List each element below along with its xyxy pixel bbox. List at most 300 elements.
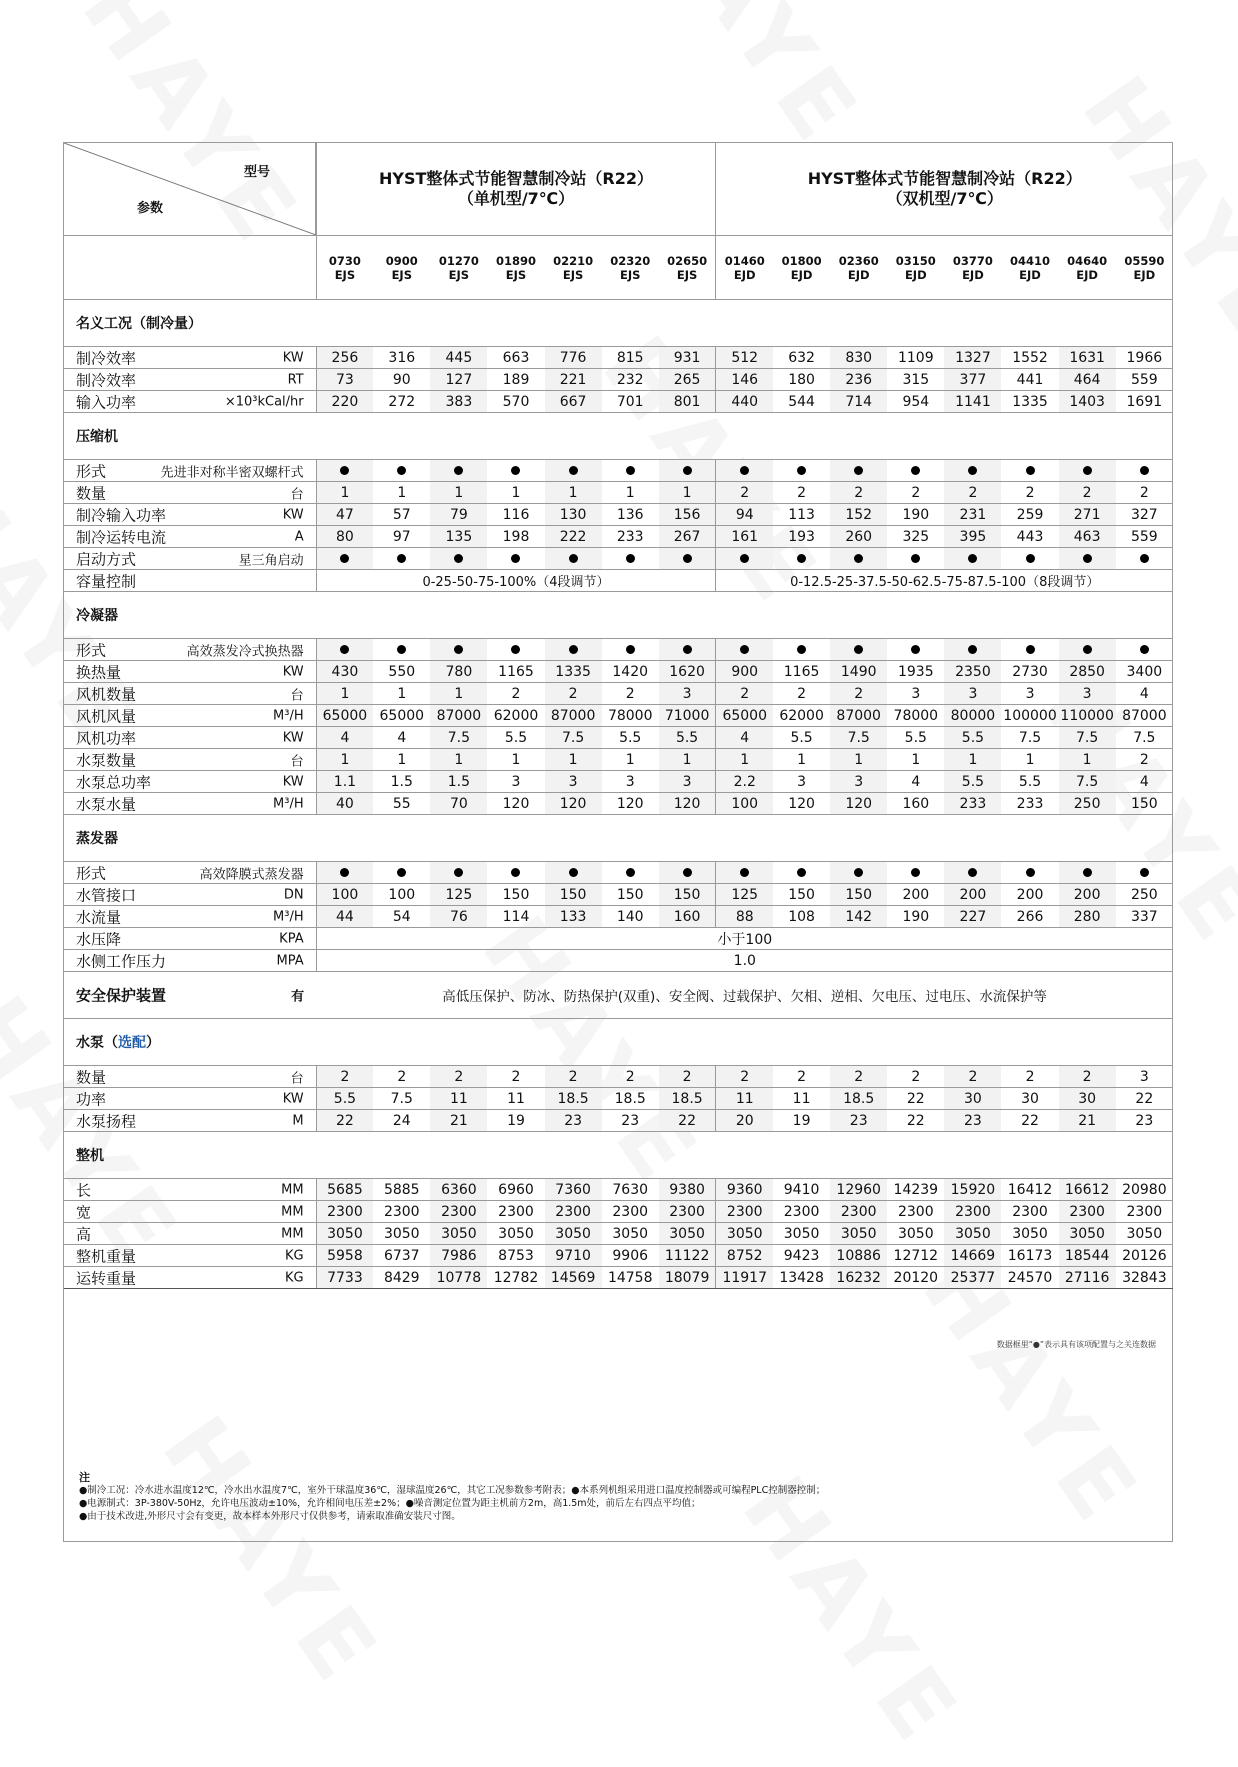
value-cell: 2 bbox=[1116, 482, 1173, 504]
row-name: 水泵水量 bbox=[76, 795, 137, 813]
value-cell: 3050 bbox=[887, 1223, 944, 1245]
value-cell: 12782 bbox=[487, 1267, 544, 1289]
model-label: 型号 bbox=[244, 165, 271, 180]
row-label bbox=[64, 950, 316, 972]
data-row bbox=[64, 570, 1173, 592]
value-cell bbox=[716, 460, 773, 482]
data-row bbox=[64, 1110, 1173, 1132]
spec-sheet bbox=[63, 142, 1173, 1542]
value-cell: 22 bbox=[887, 1110, 944, 1132]
value-cell: 108 bbox=[773, 906, 830, 928]
value-cell: 9410 bbox=[773, 1179, 830, 1201]
value-cell: 133 bbox=[545, 906, 602, 928]
value-cell: 180 bbox=[773, 369, 830, 391]
value-cell: 570 bbox=[487, 391, 544, 413]
value-cell: 16232 bbox=[830, 1267, 887, 1289]
value-cell: 1490 bbox=[830, 661, 887, 683]
data-row bbox=[64, 1201, 1173, 1223]
value-cell: 1 bbox=[944, 749, 1001, 771]
value-cell bbox=[316, 862, 373, 884]
value-cell: 22 bbox=[1116, 1088, 1173, 1110]
value-cell: 97 bbox=[373, 526, 430, 548]
row-unit: KG bbox=[285, 1270, 304, 1285]
value-cell: 30 bbox=[944, 1088, 1001, 1110]
value-cell: 2300 bbox=[545, 1201, 602, 1223]
row-name: 形式 bbox=[76, 641, 107, 659]
bullet-dot-icon bbox=[740, 868, 749, 877]
value-cell: 20126 bbox=[1116, 1245, 1173, 1267]
bullet-dot-icon bbox=[854, 554, 863, 563]
row-unit: KW bbox=[282, 507, 304, 522]
value-cell: 88 bbox=[716, 906, 773, 928]
value-cell: 2300 bbox=[1001, 1201, 1058, 1223]
row-name: 制冷运转电流 bbox=[76, 528, 167, 546]
value-cell bbox=[887, 639, 944, 661]
bullet-dot-icon bbox=[683, 868, 692, 877]
value-cell: 7.5 bbox=[1059, 727, 1116, 749]
value-cell: 2 bbox=[773, 482, 830, 504]
value-cell: 22 bbox=[887, 1088, 944, 1110]
value-cell: 2850 bbox=[1059, 661, 1116, 683]
legend-note: 数据框里“●”表示具有该项配置与之关连数据 bbox=[996, 1340, 1156, 1349]
value-cell: 220 bbox=[316, 391, 373, 413]
data-row bbox=[64, 1088, 1173, 1110]
value-cell: 1165 bbox=[773, 661, 830, 683]
data-row bbox=[64, 369, 1173, 391]
row-label bbox=[64, 548, 316, 570]
value-cell: 7733 bbox=[316, 1267, 373, 1289]
value-cell bbox=[716, 639, 773, 661]
value-cell: 18544 bbox=[1059, 1245, 1116, 1267]
value-cell: 441 bbox=[1001, 369, 1058, 391]
value-cell: 512 bbox=[716, 347, 773, 369]
value-cell: 114 bbox=[487, 906, 544, 928]
value-cell: 830 bbox=[830, 347, 887, 369]
value-cell: 150 bbox=[602, 884, 659, 906]
value-cell: 1 bbox=[430, 749, 487, 771]
bullet-dot-icon bbox=[854, 645, 863, 654]
model-suffix: EJD bbox=[962, 267, 984, 282]
span-value-single: 0-25-50-75-100%（4段调节） bbox=[316, 570, 716, 592]
data-row bbox=[64, 1267, 1173, 1289]
value-cell bbox=[545, 548, 602, 570]
value-cell: 14239 bbox=[887, 1179, 944, 1201]
row-label bbox=[64, 683, 316, 705]
value-cell: 3 bbox=[887, 683, 944, 705]
value-cell: 3 bbox=[602, 771, 659, 793]
value-cell bbox=[373, 639, 430, 661]
value-cell: 954 bbox=[887, 391, 944, 413]
value-cell: 120 bbox=[487, 793, 544, 815]
value-cell: 150 bbox=[773, 884, 830, 906]
value-cell: 5.5 bbox=[944, 771, 1001, 793]
value-cell: 3050 bbox=[545, 1223, 602, 1245]
row-label bbox=[64, 1110, 316, 1132]
value-cell: 1 bbox=[373, 482, 430, 504]
model-suffix: EJS bbox=[676, 267, 698, 282]
value-cell: 3050 bbox=[659, 1223, 716, 1245]
row-unit: KW bbox=[282, 350, 304, 365]
note-line: ●电源制式：3P-380V-50Hz，允许电压波动±10%，允许相间电压差±2%；●噪音测定位置为距主机前方2m，高1.5m处，前后左右四点平均值； bbox=[79, 1498, 701, 1509]
model-cell bbox=[716, 236, 773, 300]
model-suffix: EJS bbox=[505, 267, 527, 282]
bullet-dot-icon bbox=[911, 554, 920, 563]
value-cell: 200 bbox=[1001, 884, 1058, 906]
value-cell: 440 bbox=[716, 391, 773, 413]
value-cell: 6360 bbox=[430, 1179, 487, 1201]
value-cell: 815 bbox=[602, 347, 659, 369]
param-label: 参数 bbox=[137, 201, 164, 216]
value-cell: 714 bbox=[830, 391, 887, 413]
model-suffix: EJS bbox=[620, 267, 641, 282]
model-code: 04410 bbox=[1010, 253, 1051, 268]
row-unit: RT bbox=[287, 372, 304, 387]
value-cell: 2 bbox=[830, 683, 887, 705]
model-cell bbox=[545, 236, 602, 300]
bullet-dot-icon bbox=[1083, 466, 1092, 475]
value-cell bbox=[1001, 639, 1058, 661]
model-suffix: EJD bbox=[733, 267, 756, 282]
bullet-dot-icon bbox=[1026, 466, 1035, 475]
row-name: 功率 bbox=[76, 1090, 107, 1108]
value-cell bbox=[487, 639, 544, 661]
bullet-dot-icon bbox=[340, 466, 349, 475]
row-name: 长 bbox=[76, 1181, 92, 1199]
data-row bbox=[64, 683, 1173, 705]
data-row bbox=[64, 661, 1173, 683]
bullet-dot-icon bbox=[797, 554, 806, 563]
value-cell: 266 bbox=[1001, 906, 1058, 928]
value-cell: 20120 bbox=[887, 1267, 944, 1289]
value-cell bbox=[1059, 639, 1116, 661]
value-cell: 3400 bbox=[1116, 661, 1173, 683]
value-cell: 1 bbox=[659, 482, 716, 504]
bullet-dot-icon bbox=[740, 645, 749, 654]
value-cell: 62000 bbox=[773, 705, 830, 727]
model-cell bbox=[887, 236, 944, 300]
value-cell: 3 bbox=[487, 771, 544, 793]
value-cell: 11 bbox=[430, 1088, 487, 1110]
value-cell: 100000 bbox=[1001, 705, 1058, 727]
value-cell: 160 bbox=[659, 906, 716, 928]
bullet-dot-icon bbox=[1026, 868, 1035, 877]
value-cell: 24 bbox=[373, 1110, 430, 1132]
data-row bbox=[64, 548, 1173, 570]
value-cell: 544 bbox=[773, 391, 830, 413]
bullet-dot-icon bbox=[740, 466, 749, 475]
data-row bbox=[64, 771, 1173, 793]
value-cell: 150 bbox=[487, 884, 544, 906]
row-unit: KW bbox=[282, 730, 304, 745]
model-suffix: EJD bbox=[904, 267, 927, 282]
row-unit: 台 bbox=[290, 1071, 304, 1086]
value-cell: 116 bbox=[487, 504, 544, 526]
model-cell bbox=[430, 236, 487, 300]
value-cell: 2 bbox=[830, 482, 887, 504]
value-cell bbox=[1001, 862, 1058, 884]
value-cell: 3 bbox=[545, 771, 602, 793]
section-title-text: 水泵（ bbox=[76, 1035, 118, 1051]
value-cell: 5685 bbox=[316, 1179, 373, 1201]
value-cell bbox=[1001, 548, 1058, 570]
value-cell: 9423 bbox=[773, 1245, 830, 1267]
row-unit: M³/H bbox=[273, 708, 304, 723]
value-cell: 30 bbox=[1001, 1088, 1058, 1110]
row-label bbox=[64, 661, 316, 683]
value-cell bbox=[1116, 460, 1173, 482]
value-cell: 2300 bbox=[887, 1201, 944, 1223]
value-cell: 2300 bbox=[773, 1201, 830, 1223]
value-cell bbox=[602, 460, 659, 482]
value-cell: 125 bbox=[716, 884, 773, 906]
value-cell: 100 bbox=[716, 793, 773, 815]
value-cell bbox=[830, 862, 887, 884]
row-name: 高 bbox=[76, 1225, 92, 1243]
value-cell: 236 bbox=[830, 369, 887, 391]
value-cell: 5885 bbox=[373, 1179, 430, 1201]
bullet-dot-icon bbox=[968, 466, 977, 475]
row-label bbox=[64, 705, 316, 727]
row-name: 制冷输入功率 bbox=[76, 506, 167, 524]
row-unit: KG bbox=[285, 1248, 304, 1263]
value-cell: 21 bbox=[430, 1110, 487, 1132]
model-suffix: EJS bbox=[391, 267, 412, 282]
value-cell: 200 bbox=[887, 884, 944, 906]
value-cell: 23 bbox=[602, 1110, 659, 1132]
value-cell: 2 bbox=[1001, 482, 1058, 504]
row-label bbox=[64, 1267, 316, 1289]
bullet-dot-icon bbox=[511, 645, 520, 654]
value-cell: 2 bbox=[944, 482, 1001, 504]
safety-label-cell bbox=[64, 972, 316, 1019]
value-cell: 15920 bbox=[944, 1179, 1001, 1201]
value-cell bbox=[659, 862, 716, 884]
value-cell: 18.5 bbox=[830, 1088, 887, 1110]
value-cell bbox=[773, 862, 830, 884]
value-cell: 222 bbox=[545, 526, 602, 548]
value-cell: 2 bbox=[773, 683, 830, 705]
value-cell: 87000 bbox=[1116, 705, 1173, 727]
model-cell bbox=[659, 236, 716, 300]
value-cell: 7.5 bbox=[545, 727, 602, 749]
model-cell bbox=[316, 236, 373, 300]
value-cell: 2300 bbox=[316, 1201, 373, 1223]
value-cell: 4 bbox=[887, 771, 944, 793]
bullet-dot-icon bbox=[626, 868, 635, 877]
data-row bbox=[64, 793, 1173, 815]
value-cell: 272 bbox=[373, 391, 430, 413]
row-unit: 台 bbox=[290, 754, 304, 769]
value-cell: 65000 bbox=[716, 705, 773, 727]
bullet-dot-icon bbox=[397, 554, 406, 563]
bullet-dot-icon bbox=[1140, 466, 1149, 475]
row-unit: 高效蒸发冷式换热器 bbox=[186, 644, 304, 659]
row-name: 水泵扬程 bbox=[76, 1112, 137, 1130]
row-name: 数量 bbox=[76, 484, 107, 502]
value-cell bbox=[944, 862, 1001, 884]
value-cell: 156 bbox=[659, 504, 716, 526]
value-cell bbox=[659, 639, 716, 661]
data-row bbox=[64, 862, 1173, 884]
value-cell bbox=[430, 639, 487, 661]
bullet-dot-icon bbox=[1083, 868, 1092, 877]
row-label bbox=[64, 639, 316, 661]
value-cell: 14669 bbox=[944, 1245, 1001, 1267]
section-title-end: ） bbox=[146, 1035, 160, 1051]
model-code: 01890 bbox=[495, 253, 536, 268]
value-cell: 44 bbox=[316, 906, 373, 928]
section-title bbox=[64, 300, 1173, 347]
value-cell bbox=[887, 548, 944, 570]
notes-title: 注 bbox=[79, 1471, 90, 1484]
value-cell: 5958 bbox=[316, 1245, 373, 1267]
value-cell: 7.5 bbox=[373, 1088, 430, 1110]
value-cell: 27116 bbox=[1059, 1267, 1116, 1289]
row-name: 水压降 bbox=[76, 930, 122, 948]
section-title bbox=[64, 1132, 1173, 1179]
value-cell: 11 bbox=[487, 1088, 544, 1110]
value-cell: 2 bbox=[487, 1066, 544, 1088]
bullet-dot-icon bbox=[911, 868, 920, 877]
param-header-cell bbox=[64, 143, 316, 236]
data-row bbox=[64, 705, 1173, 727]
value-cell bbox=[773, 460, 830, 482]
value-cell: 120 bbox=[602, 793, 659, 815]
row-unit: MM bbox=[281, 1226, 304, 1241]
value-cell: 22 bbox=[659, 1110, 716, 1132]
value-cell: 10778 bbox=[430, 1267, 487, 1289]
value-cell bbox=[316, 639, 373, 661]
value-cell: 4 bbox=[373, 727, 430, 749]
value-cell: 7.5 bbox=[1059, 771, 1116, 793]
row-unit: 高效降膜式蒸发器 bbox=[199, 867, 304, 882]
value-cell: 120 bbox=[830, 793, 887, 815]
value-cell: 1 bbox=[830, 749, 887, 771]
value-cell bbox=[430, 548, 487, 570]
single-title: HYST整体式节能智慧制冷站（R22） bbox=[379, 169, 654, 188]
diagonal-line bbox=[64, 143, 316, 235]
row-name: 风机数量 bbox=[76, 685, 137, 703]
row-unit: A bbox=[294, 529, 304, 544]
row-unit: KW bbox=[282, 1091, 304, 1106]
value-cell bbox=[944, 460, 1001, 482]
row-label bbox=[64, 727, 316, 749]
value-cell: 701 bbox=[602, 391, 659, 413]
value-cell bbox=[887, 460, 944, 482]
value-cell: 78000 bbox=[602, 705, 659, 727]
model-suffix: EJD bbox=[1133, 267, 1156, 282]
value-cell: 3050 bbox=[944, 1223, 1001, 1245]
section-title-text: 蒸发器 bbox=[76, 831, 118, 847]
value-cell bbox=[659, 460, 716, 482]
value-cell: 18.5 bbox=[659, 1088, 716, 1110]
row-name: 风机风量 bbox=[76, 707, 137, 725]
value-cell: 142 bbox=[830, 906, 887, 928]
value-cell: 2300 bbox=[944, 1201, 1001, 1223]
bullet-dot-icon bbox=[1140, 554, 1149, 563]
value-cell: 1 bbox=[773, 749, 830, 771]
value-cell: 100 bbox=[373, 884, 430, 906]
value-cell bbox=[487, 548, 544, 570]
model-suffix: EJS bbox=[562, 267, 584, 282]
value-cell: 4 bbox=[716, 727, 773, 749]
row-unit: MM bbox=[281, 1204, 304, 1219]
value-cell: 2.2 bbox=[716, 771, 773, 793]
value-cell bbox=[1059, 460, 1116, 482]
value-cell bbox=[602, 639, 659, 661]
value-cell: 125 bbox=[430, 884, 487, 906]
value-cell: 1 bbox=[1001, 749, 1058, 771]
row-label bbox=[64, 793, 316, 815]
value-cell: 315 bbox=[887, 369, 944, 391]
row-name: 水泵总功率 bbox=[76, 773, 152, 791]
value-cell: 7.5 bbox=[1001, 727, 1058, 749]
value-cell: 233 bbox=[944, 793, 1001, 815]
value-cell: 54 bbox=[373, 906, 430, 928]
data-row bbox=[64, 639, 1173, 661]
bullet-dot-icon bbox=[626, 466, 635, 475]
row-label bbox=[64, 347, 316, 369]
section-title-text: 压缩机 bbox=[76, 429, 118, 445]
model-cell bbox=[944, 236, 1001, 300]
value-cell: 931 bbox=[659, 347, 716, 369]
bullet-dot-icon bbox=[569, 554, 578, 563]
bullet-dot-icon bbox=[797, 645, 806, 654]
value-cell: 19 bbox=[487, 1110, 544, 1132]
data-row bbox=[64, 460, 1173, 482]
value-cell bbox=[430, 460, 487, 482]
value-cell: 140 bbox=[602, 906, 659, 928]
value-cell: 150 bbox=[1116, 793, 1173, 815]
row-label bbox=[64, 369, 316, 391]
bullet-dot-icon bbox=[968, 868, 977, 877]
unit: 有 bbox=[291, 989, 305, 1005]
model-code: 02210 bbox=[553, 253, 594, 268]
row-name: 运转重量 bbox=[76, 1269, 137, 1287]
value-cell: 152 bbox=[830, 504, 887, 526]
value-cell: 632 bbox=[773, 347, 830, 369]
value-cell bbox=[1059, 548, 1116, 570]
value-cell: 316 bbox=[373, 347, 430, 369]
value-cell: 1335 bbox=[1001, 391, 1058, 413]
value-cell: 5.5 bbox=[887, 727, 944, 749]
value-cell: 1.1 bbox=[316, 771, 373, 793]
row-name: 宽 bbox=[76, 1203, 92, 1221]
bullet-dot-icon bbox=[683, 466, 692, 475]
value-cell: 70 bbox=[430, 793, 487, 815]
row-label bbox=[64, 1201, 316, 1223]
value-cell bbox=[773, 548, 830, 570]
value-cell: 190 bbox=[887, 906, 944, 928]
value-cell: 3050 bbox=[1116, 1223, 1173, 1245]
value-cell: 2 bbox=[1116, 749, 1173, 771]
value-cell: 16612 bbox=[1059, 1179, 1116, 1201]
value-cell: 7.5 bbox=[430, 727, 487, 749]
bullet-dot-icon bbox=[626, 554, 635, 563]
value-cell: 21 bbox=[1059, 1110, 1116, 1132]
value-cell: 1 bbox=[1059, 749, 1116, 771]
model-code: 03770 bbox=[952, 253, 993, 268]
value-cell: 1 bbox=[487, 749, 544, 771]
value-cell: 2300 bbox=[716, 1201, 773, 1223]
value-cell: 1 bbox=[316, 482, 373, 504]
row-name: 数量 bbox=[76, 1068, 107, 1086]
data-row bbox=[64, 950, 1173, 972]
row-unit: MM bbox=[281, 1182, 304, 1197]
value-cell: 2 bbox=[316, 1066, 373, 1088]
value-cell: 5.5 bbox=[659, 727, 716, 749]
value-cell bbox=[316, 548, 373, 570]
